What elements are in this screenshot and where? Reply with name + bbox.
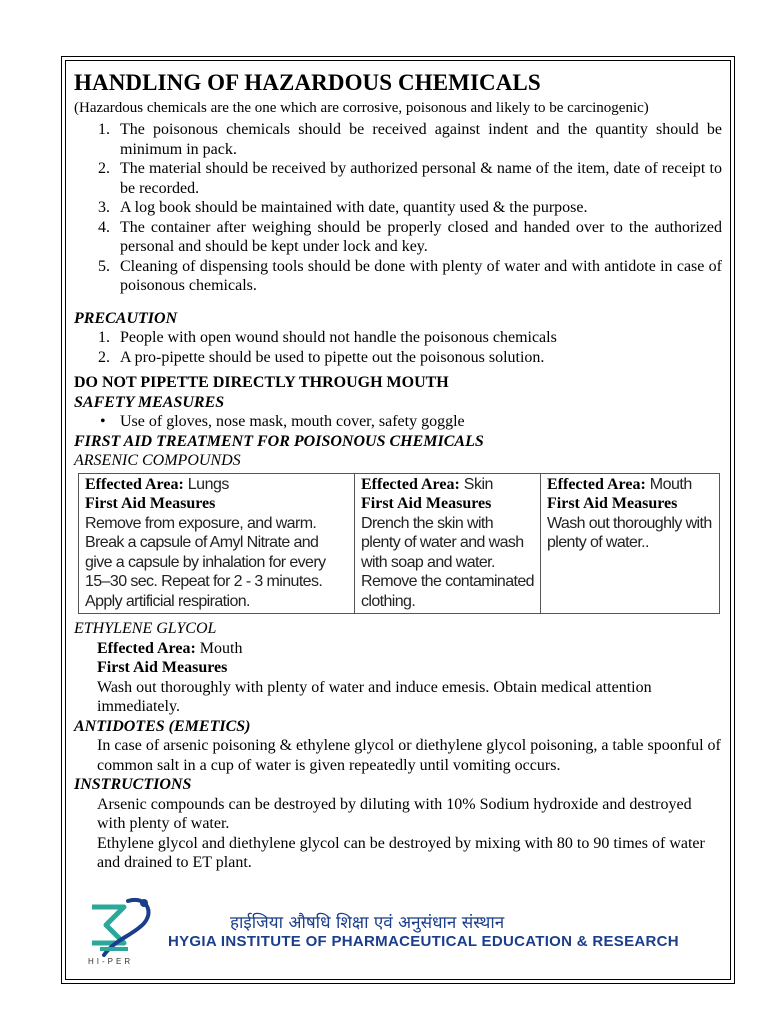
- document-title: HANDLING OF HAZARDOUS CHEMICALS: [74, 70, 541, 95]
- list-item: • Use of gloves, nose mask, mouth cover, safety goggle: [100, 413, 465, 430]
- table-cell-lungs: Effected Area: Lungs First Aid Measures Remove from exposure, and warm. Break a capsule of Amyl Nitrate and give a capsule by inhalation for every 15–30 sec. Repeat for 2 - 3 minutes. Apply artificial respiration.: [79, 473, 355, 614]
- list-item: 5. Cleaning of dispensing tools should be done with plenty of water and with antidote in case of poisonous chemicals.: [98, 257, 722, 294]
- instruction-item: Ethylene glycol and diethylene glycol can be destroyed by mixing with 80 to 90 times of water and drained to ET plant.: [97, 834, 705, 871]
- antidotes-text: In case of arsenic poisoning & ethylene glycol or diethylene glycol poisoning, a table spoonful of common salt in a cup of water is given repeatedly until vomiting occurs.: [97, 737, 721, 774]
- ethylene-heading: ETHYLENE GLYCOL: [74, 620, 217, 637]
- document-subtitle: (Hazardous chemicals are the one which are corrosive, poisonous and likely to be carcinogenic): [74, 100, 649, 116]
- arsenic-first-aid-table: [78, 473, 720, 615]
- institute-name: HYGIA INSTITUTE OF PHARMACEUTICAL EDUCATION & RESEARCH: [168, 933, 679, 950]
- logo-mortar-shape: [92, 907, 124, 943]
- table-cell-skin: Effected Area: Skin First Aid Measures Drench the skin with plenty of water and wash with soap and water. Remove the contaminated clothing.: [355, 473, 541, 614]
- ethylene-measures-label: First Aid Measures: [97, 659, 228, 676]
- list-item: 1. People with open wound should not handle the poisonous chemicals: [98, 329, 557, 346]
- list-item: 4. The container after weighing should be properly closed and handed over to the authorized personal and should be kept under lock and key.: [98, 218, 722, 255]
- handling-steps-list: [74, 120, 722, 296]
- ethylene-area: Effected Area: Mouth: [97, 639, 243, 657]
- logo-serpent-head: [140, 899, 148, 907]
- logo-text: HI-PER: [88, 957, 134, 966]
- safety-list: [74, 412, 722, 432]
- pipette-warning: DO NOT PIPETTE DIRECTLY THROUGH MOUTH: [74, 374, 449, 391]
- institute-name-hindi: हाईजिया औषधि शिक्षा एवं अनुसंधान संस्थान: [230, 913, 505, 933]
- bullet-icon: •: [100, 413, 106, 430]
- list-item: 2. A pro-pipette should be used to pipette out the poisonous solution.: [98, 348, 545, 366]
- antidotes-heading: ANTIDOTES (EMETICS): [74, 717, 251, 735]
- list-item: 1. The poisonous chemicals should be received against indent and the quantity should be minimum in pack.: [98, 121, 722, 158]
- precaution-list: [74, 328, 722, 367]
- list-item: 3. A log book should be maintained with date, quantity used & the purpose.: [98, 199, 588, 216]
- table-cell-mouth: Effected Area: Mouth First Aid Measures Wash out thoroughly with plenty of water..: [541, 473, 720, 614]
- instructions-heading: INSTRUCTIONS: [74, 776, 192, 793]
- precaution-heading: PRECAUTION: [74, 309, 178, 327]
- ethylene-text: Wash out thoroughly with plenty of water and induce emesis. Obtain medical attention immediately.: [97, 678, 652, 715]
- first-aid-heading: FIRST AID TREATMENT FOR POISONOUS CHEMICALS: [74, 432, 484, 450]
- document-body: [74, 68, 722, 873]
- table-row: [79, 473, 720, 614]
- instruction-item: Arsenic compounds can be destroyed by diluting with 10% Sodium hydroxide and destroyed with plenty of water.: [97, 795, 692, 832]
- arsenic-heading: ARSENIC COMPOUNDS: [74, 452, 241, 469]
- list-item: 2. The material should be received by authorized personal & name of the item, date of receipt to be recorded.: [98, 160, 722, 197]
- safety-heading: SAFETY MEASURES: [74, 393, 225, 411]
